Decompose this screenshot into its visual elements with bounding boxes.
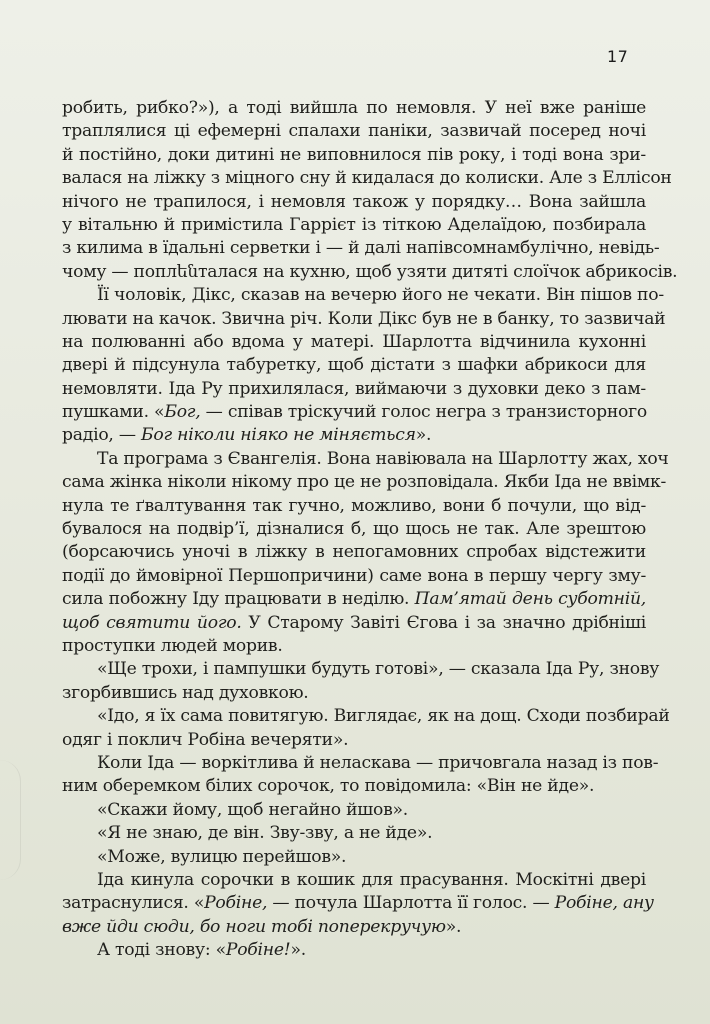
text-run: Її чоловік, Дікс, сказав на вечерю його не чекати. Він пішов по- bbox=[97, 285, 664, 306]
text-run: «Ще трохи, і пампушки будуть готові», — сказала Іда Ру, знову bbox=[97, 659, 660, 680]
text-run: згорбившись над духовкою. bbox=[62, 682, 309, 703]
text-run: ним оберемком білих сорочок, то повідомила: «Він не йде». bbox=[62, 776, 595, 797]
text-run: «Ідо, я їх сама повитягую. Виглядає, як на дощ. Сходи позбирай bbox=[97, 706, 670, 727]
text-run: А тоді знову: « bbox=[97, 940, 226, 961]
text-run: двері й підсунула табуретку, щоб дістати з шафки абрикоси для bbox=[62, 355, 646, 376]
text-run: проступки людей морив. bbox=[62, 635, 283, 656]
text-run: сила побожну Іду працювати в неділю. bbox=[62, 589, 415, 610]
text-line bbox=[62, 495, 646, 518]
text-line bbox=[62, 378, 646, 401]
text-line bbox=[62, 284, 664, 307]
text-run: радіо, — bbox=[62, 425, 142, 446]
text-line bbox=[62, 869, 646, 892]
text-run: сама жінка ніколи нікому про це не розповідала. Якби Іда не ввімк- bbox=[62, 472, 667, 493]
italic-text-run: Робіне! bbox=[225, 940, 291, 961]
page-edge-decoration bbox=[0, 760, 21, 880]
text-run: затраснулися. « bbox=[62, 893, 205, 914]
text-line bbox=[62, 565, 646, 588]
text-line bbox=[62, 658, 660, 681]
text-run: (борсаючись уночі в ліжку в непогамовних спробах відстежити bbox=[62, 542, 646, 563]
text-line bbox=[62, 752, 659, 775]
text-line bbox=[62, 892, 654, 915]
italic-text-run: Бог, bbox=[164, 402, 201, 423]
text-line bbox=[62, 144, 646, 167]
text-run: у вітальню й примістила Гаррієт із тіткою Аделаїдою, позбирала bbox=[62, 214, 646, 235]
text-line bbox=[62, 448, 669, 471]
text-line bbox=[62, 682, 646, 705]
text-line bbox=[62, 518, 646, 541]
italic-text-run: щоб святити його. bbox=[62, 612, 242, 633]
text-run: У Старому Завіті Єгова і за значно дрібніші bbox=[241, 612, 646, 633]
text-line bbox=[62, 167, 672, 190]
text-line bbox=[62, 635, 646, 658]
text-line bbox=[62, 939, 646, 962]
text-line bbox=[62, 471, 667, 494]
text-run: Коли Іда — воркітлива й неласкава — причовгала назад із пов- bbox=[97, 752, 659, 773]
text-line bbox=[62, 846, 646, 869]
text-line bbox=[62, 799, 646, 822]
text-run: — співав тріскучий голос негра з транзисторного bbox=[200, 402, 648, 423]
text-run: з килима в їдальні серветки і — й далі напівсомнамбулічно, невідь- bbox=[62, 238, 660, 259]
text-run: Та програма з Євангелія. Вона навіювала на Шарлотту жах, хоч bbox=[97, 448, 669, 469]
text-run: нула те ґвалтування так гучно, можливо, вони б почули, що від- bbox=[62, 495, 646, 516]
text-run: лювати на качок. Звична річ. Коли Дікс був не в банку, то зазвичай bbox=[62, 308, 666, 329]
italic-text-run: Робіне, ану bbox=[554, 893, 654, 914]
text-line bbox=[62, 424, 646, 447]
text-line bbox=[62, 97, 646, 120]
text-line bbox=[62, 237, 660, 260]
italic-text-run: вже йди сюди, бо ноги тобі поперекручую bbox=[62, 916, 446, 937]
text-run: — почула Шарлотта її голос. — bbox=[267, 893, 555, 914]
page-number: 17 bbox=[607, 47, 629, 66]
text-run: «Може, вулицю перейшов». bbox=[97, 846, 347, 867]
italic-text-run: Пам’ятай день суботній, bbox=[414, 589, 646, 610]
text-line bbox=[62, 916, 646, 939]
text-run: події до ймовірної Першопричини) саме вона в першу чергу зму- bbox=[62, 565, 646, 586]
text-run: й постійно, доки дитині не виповнилося пів року, і тоді вона зри- bbox=[62, 144, 646, 165]
text-line bbox=[62, 308, 666, 331]
text-line bbox=[62, 588, 646, 611]
italic-text-run: Бог ніколи ніяко не міняється bbox=[141, 425, 416, 446]
text-run: немовляти. Іда Ру прихилялася, виймаючи з духовки деко з пам- bbox=[62, 378, 646, 399]
text-run: одяг і поклич Робіна вечеряти». bbox=[62, 729, 349, 750]
text-line bbox=[62, 401, 646, 424]
text-line bbox=[62, 729, 646, 752]
text-run: траплялися ці ефемерні спалахи паніки, зазвичай посеред ночі bbox=[62, 121, 646, 142]
text-line bbox=[62, 822, 646, 845]
text-run: «Скажи йому, щоб негайно йшов». bbox=[97, 799, 409, 820]
text-line bbox=[62, 191, 646, 214]
text-line bbox=[62, 612, 646, 635]
text-line bbox=[62, 775, 646, 798]
text-run: на полюванні або вдома у матері. Шарлотта відчинила кухонні bbox=[62, 331, 646, 352]
text-run: бувалося на подвір’ї, дізналися б, що щось не так. Але зрештою bbox=[62, 519, 646, 540]
text-line bbox=[62, 261, 678, 284]
text-run: нічого не трапилося, і немовля також у порядку… Вона зайшла bbox=[62, 191, 646, 212]
text-run: робить, рибко?»), а тоді вийшла по немовля. У неї вже раніше bbox=[62, 98, 646, 118]
text-line bbox=[62, 120, 646, 143]
text-line bbox=[62, 541, 646, 564]
text-line bbox=[62, 214, 646, 237]
text-line bbox=[62, 705, 670, 728]
italic-text-run: Робіне, bbox=[204, 893, 268, 914]
text-run: чому — поплենталася на кухню, щоб узяти дитяті слоїчок абрикосів. bbox=[62, 261, 678, 282]
text-run: пушками. « bbox=[62, 402, 165, 423]
text-line bbox=[62, 331, 646, 354]
text-run: Іда кинула сорочки в кошик для прасування. Москітні двері bbox=[97, 869, 646, 890]
body-text bbox=[62, 97, 678, 962]
text-run: ». bbox=[415, 425, 432, 446]
text-run: ». bbox=[290, 940, 306, 961]
text-line bbox=[62, 354, 646, 377]
text-run: «Я не знаю, де він. Зву-зву, а не йде». bbox=[97, 823, 433, 844]
text-run: валася на ліжку з міцного сну й кидалася до колиски. Але з Еллісон bbox=[62, 168, 672, 189]
text-run: ». bbox=[445, 916, 462, 937]
